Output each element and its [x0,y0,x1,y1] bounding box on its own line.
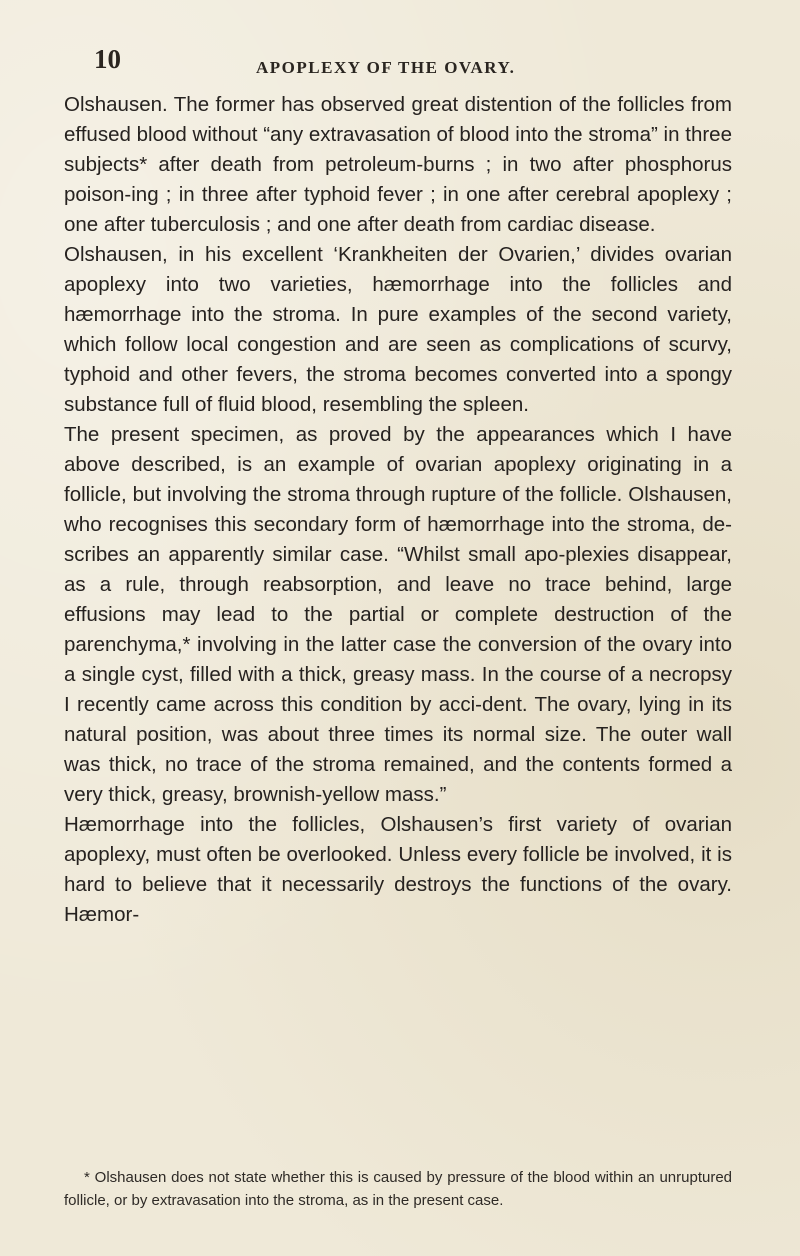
paragraph-3: The present specimen, as proved by the appearances which I have above described, is an example of ovarian apoplexy originating in a follicle, but involving the stroma through rupture of the follicle. Olshausen, who recognises this secondary form of hæmorrhage into the stroma, de-scribes an apparently similar case. “Whilst small apo-plexies disappear, as a rule, through reabsorption, and leave no trace behind, large effusions may lead to the partial or complete destruction of the parenchyma,* involving in the latter case the conversion of the ovary into a single cyst, filled with a thick, greasy mass. In the course of a necropsy I recently came across this condition by acci-dent. The ovary, lying in its natural position, was about three times its normal size. The outer wall was thick, no trace of the stroma remained, and the contents formed a very thick, greasy, brownish-yellow mass.” [64,423,732,806]
page-number: 10 [94,44,121,74]
body-text [64,90,732,930]
footnote-text: Olshausen does not state whether this is caused by pressure of the blood within an unruptured follicle, or by extravasation into the stroma, as in the present case. [64,1169,733,1209]
paragraph-1: Olshausen. The former has observed great distention of the follicles from effused blood without “any extravasation of blood into the stroma” in three subjects* after death from petroleum-burns ; in two after phosphorus poison-ing ; in three after typhoid fever ; in one after cerebral apoplexy ; one after tuberculosis ; and one after death from cardiac disease. [64,93,732,236]
footnote-marker: * [84,1169,90,1186]
footnote [64,1167,732,1212]
paragraph-4: Hæmorrhage into the follicles, Olshausen’s first variety of ovarian apoplexy, must often be overlooked. Unless every follicle be involved, it is hard to believe that it necessarily destroys the functions of the ovary. Hæmor- [64,813,732,926]
running-head [94,44,734,78]
running-title: APOPLEXY OF THE OVARY. [256,58,516,77]
paragraph-2: Olshausen, in his excellent ‘Krankheiten der Ovarien,’ divides ovarian apoplexy into two varieties, hæmorrhage into the follicles and hæmorrhage into the stroma. In pure examples of the second variety, which follow local congestion and are seen as complications of scurvy, typhoid and other fevers, the stroma becomes converted into a spongy substance full of fluid blood, resembling the spleen. [64,243,732,416]
